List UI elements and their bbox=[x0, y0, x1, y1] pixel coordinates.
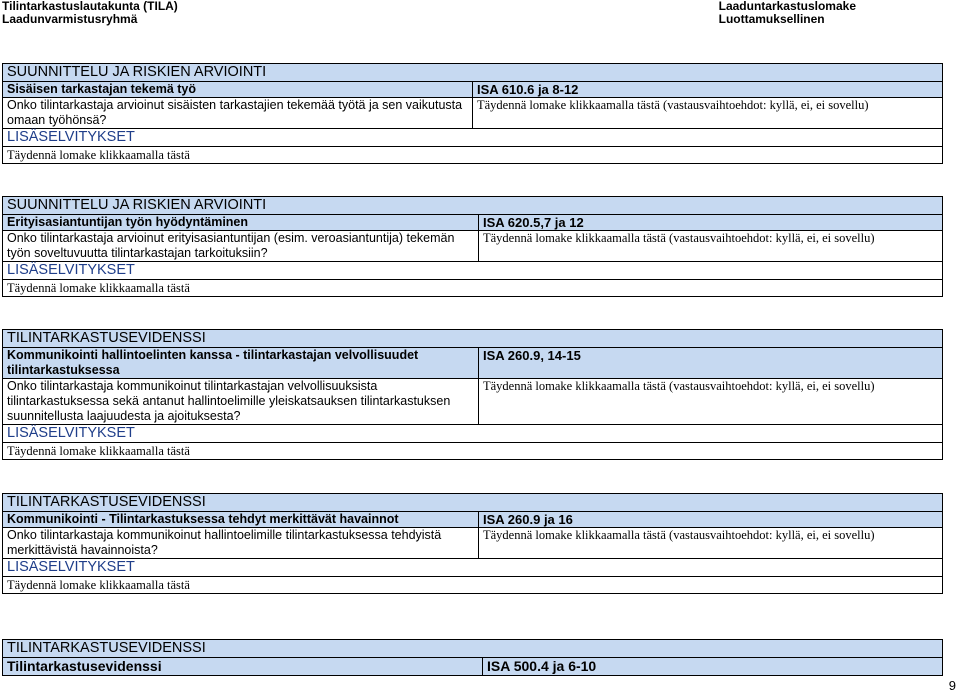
page-number: 9 bbox=[948, 678, 956, 693]
question-text: Onko tilintarkastaja arvioinut sisäisten tarkastajien tekemää työtä ja sen vaikutusta omaan työhönsä? bbox=[3, 98, 473, 129]
header-left bbox=[2, 0, 178, 26]
additional-info-label: LISÄSELVITYKSET bbox=[3, 425, 943, 443]
section-2 bbox=[2, 196, 943, 297]
additional-info-field[interactable]: Täydennä lomake klikkaamalla tästä bbox=[3, 147, 943, 164]
section-subtitle: Sisäisen tarkastajan tekemä työ bbox=[3, 82, 473, 98]
additional-info-field[interactable]: Täydennä lomake klikkaamalla tästä bbox=[3, 577, 943, 594]
form-name: Laaduntarkastuslomake bbox=[718, 0, 856, 13]
isa-reference: ISA 620.5,7 ja 12 bbox=[479, 215, 943, 231]
org-unit: Laadunvarmistusryhmä bbox=[2, 12, 138, 26]
question-text: Onko tilintarkastaja kommunikoinut hallintoelimille tilintarkastuksessa tehdyistä merkittävistä havainnoista? bbox=[3, 528, 479, 559]
section-subtitle: Kommunikointi hallintoelinten kanssa - tilintarkastajan velvollisuudet tilintarkastuksessa bbox=[3, 348, 479, 379]
confidentiality-label: Luottamuksellinen bbox=[718, 12, 825, 26]
section-title: SUUNNITTELU JA RISKIEN ARVIOINTI bbox=[3, 197, 943, 215]
section-subtitle: Kommunikointi - Tilintarkastuksessa tehdyt merkittävät havainnot bbox=[3, 512, 479, 528]
header-right bbox=[719, 0, 856, 26]
answer-field[interactable]: Täydennä lomake klikkaamalla tästä (vastausvaihtoehdot: kyllä, ei, ei sovellu) bbox=[479, 231, 943, 262]
section-3 bbox=[2, 329, 943, 460]
additional-info-label: LISÄSELVITYKSET bbox=[3, 129, 943, 147]
isa-reference: ISA 260.9, 14-15 bbox=[479, 348, 943, 379]
answer-field[interactable]: Täydennä lomake klikkaamalla tästä (vastausvaihtoehdot: kyllä, ei, ei sovellu) bbox=[479, 379, 943, 425]
answer-field[interactable]: Täydennä lomake klikkaamalla tästä (vastausvaihtoehdot: kyllä, ei, ei sovellu) bbox=[473, 98, 943, 129]
section-subtitle: Tilintarkastusevidenssi bbox=[3, 658, 483, 676]
section-title: TILINTARKASTUSEVIDENSSI bbox=[3, 494, 943, 512]
section-title: SUUNNITTELU JA RISKIEN ARVIOINTI bbox=[3, 64, 943, 82]
section-1 bbox=[2, 63, 943, 164]
isa-reference: ISA 260.9 ja 16 bbox=[479, 512, 943, 528]
org-name: Tilintarkastuslautakunta (TILA) bbox=[2, 0, 178, 13]
additional-info-field[interactable]: Täydennä lomake klikkaamalla tästä bbox=[3, 280, 943, 297]
answer-field[interactable]: Täydennä lomake klikkaamalla tästä (vastausvaihtoehdot: kyllä, ei, ei sovellu) bbox=[479, 528, 943, 559]
isa-reference: ISA 610.6 ja 8-12 bbox=[473, 82, 943, 98]
additional-info-label: LISÄSELVITYKSET bbox=[3, 262, 943, 280]
section-title: TILINTARKASTUSEVIDENSSI bbox=[3, 330, 943, 348]
additional-info-label: LISÄSELVITYKSET bbox=[3, 559, 943, 577]
question-text: Onko tilintarkastaja arvioinut erityisasiantuntijan (esim. veroasiantuntija) tekemän työn soveltuvuutta tilintarkastajan tarkoituksiin? bbox=[3, 231, 479, 262]
isa-reference: ISA 500.4 ja 6-10 bbox=[483, 658, 943, 676]
section-subtitle: Erityisasiantuntijan työn hyödyntäminen bbox=[3, 215, 479, 231]
section-5 bbox=[2, 639, 943, 676]
section-4 bbox=[2, 493, 943, 594]
section-title: TILINTARKASTUSEVIDENSSI bbox=[3, 640, 943, 658]
question-text: Onko tilintarkastaja kommunikoinut tilintarkastajan velvollisuuksista tilintarkastuksessa sekä antanut hallintoelimille yleiskatsauksen tilintarkastuksen suunnitellusta laajuudesta ja ajoituksesta? bbox=[3, 379, 479, 425]
additional-info-field[interactable]: Täydennä lomake klikkaamalla tästä bbox=[3, 443, 943, 460]
